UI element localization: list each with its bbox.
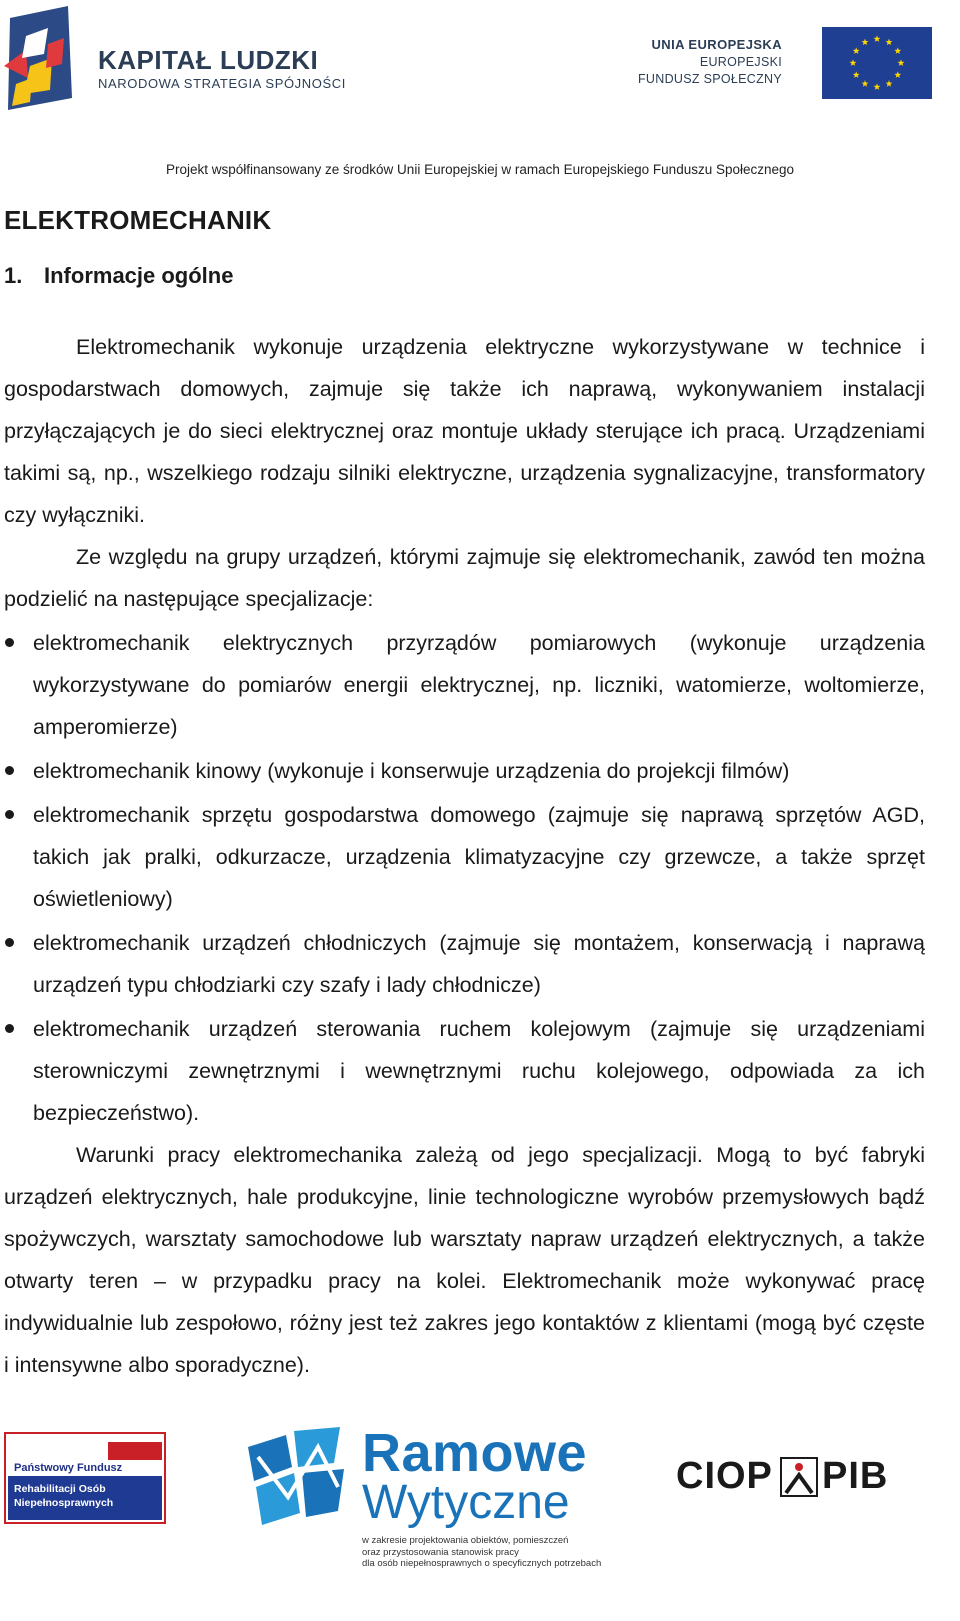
paragraph-intro: Elektromechanik wykonuje urządzenia elektryczne wykorzystywane w technice i gospodarstwach domowych, zajmuje się także ich naprawą, wykonywaniem instalacji przyłączających je do sieci elektrycznej oraz montuje układy sterujące ich pracą. Urządzeniami takimi są, np., wszelkiego rodzaju silniki elektryczne, urządzenia sygnalizacyjne, transformatory czy wyłączniki. bbox=[4, 335, 925, 527]
eu-flag-icon bbox=[822, 27, 932, 99]
page-footer bbox=[0, 1415, 960, 1621]
bullet-icon bbox=[5, 766, 14, 775]
list-item bbox=[4, 622, 925, 748]
eu-line-1: UNIA EUROPEJSKA bbox=[651, 37, 782, 52]
ramowe-wytyczne-title-2: Wytyczne bbox=[362, 1476, 570, 1529]
list-item-text: elektromechanik kinowy (wykonuje i konserwuje urządzenia do projekcji filmów) bbox=[33, 759, 790, 783]
specializations-list bbox=[4, 622, 925, 1134]
section-number: 1. bbox=[4, 263, 23, 288]
eu-line-2: EUROPEJSKI bbox=[699, 55, 782, 69]
bullet-icon bbox=[5, 938, 14, 947]
ramowe-wytyczne-subtitle bbox=[362, 1535, 601, 1570]
bullet-icon bbox=[5, 1024, 14, 1033]
pfron-line-2: Rehabilitacji Osób bbox=[14, 1483, 106, 1495]
kapital-ludzki-title: KAPITAŁ LUDZKI bbox=[98, 45, 319, 75]
list-item-text: elektromechanik urządzeń chłodniczych (zajmuje się montażem, konserwacją i naprawą urządzeń typu chłodziarki czy szafy i lady chłodnicze) bbox=[33, 931, 925, 997]
list-item-text: elektromechanik sprzętu gospodarstwa domowego (zajmuje się naprawą sprzętów AGD, takich jak pralki, odkurzacze, urządzenia klimatyzacyjne czy grzewcze, a także sprzęt oświetleniowy) bbox=[33, 803, 925, 911]
eu-line-3: FUNDUSZ SPOŁECZNY bbox=[637, 72, 782, 86]
page-header bbox=[0, 0, 960, 190]
ciop-person-icon bbox=[780, 1457, 818, 1497]
ciop-logo-text: CIOP bbox=[676, 1455, 773, 1497]
pfron-line-1: Państwowy Fundusz bbox=[14, 1462, 123, 1474]
list-item bbox=[4, 1008, 925, 1134]
list-item bbox=[4, 750, 925, 792]
paragraph-specializations-intro: Ze względu na grupy urządzeń, którymi zajmuje się elektromechanik, zawód ten można podzielić na następujące specjalizacje: bbox=[4, 545, 925, 611]
eu-logo-text bbox=[638, 36, 782, 88]
rw-sub-line-3: dla osób niepełnosprawnych o specyficznych potrzebach bbox=[362, 1558, 602, 1569]
list-item bbox=[4, 922, 925, 1006]
paragraph-working-conditions: Warunki pracy elektromechanika zależą od jego specjalizacji. Mogą to być fabryki urządzeń elektrycznych, hale produkcyjne, linie technologiczne wyrobów przemysłowych bądź spożywczych, warsztaty samochodowe lub warsztaty napraw urządzeń elektrycznych, a także otwarty teren – w przypadku pracy na kolei. Elektromechanik może wykonywać pracę indywidualnie lub zespołowo, różny jest też zakres jego kontaktów z klientami (mogą być częste i intensywne albo sporadyczne). bbox=[4, 1143, 925, 1377]
kapital-ludzki-subtitle: NARODOWA STRATEGIA SPÓJNOŚCI bbox=[98, 76, 346, 91]
kapital-ludzki-logo bbox=[2, 6, 74, 114]
ramowe-wytyczne-title-1: Ramowe bbox=[362, 1423, 588, 1483]
list-item-text: elektromechanik urządzeń sterowania ruchem kolejowym (zajmuje się urządzeniami sterowniczymi zewnętrznymi i wewnętrznymi ruchu kolejowego, odpowiada za ich bezpieczeństwo). bbox=[33, 1017, 925, 1125]
pfron-logo bbox=[4, 1432, 166, 1524]
bullet-icon bbox=[5, 638, 14, 647]
list-item-text: elektromechanik elektrycznych przyrządów pomiarowych (wykonuje urządzenia wykorzystywane do pomiarów energii elektrycznej, np. liczniki, watomierze, woltomierze, amperomierze) bbox=[33, 631, 925, 739]
bullet-icon bbox=[5, 810, 14, 819]
section-heading bbox=[4, 262, 925, 290]
document-body bbox=[4, 198, 925, 1386]
section-title: Informacje ogólne bbox=[44, 263, 234, 288]
pib-logo-text: PIB bbox=[822, 1455, 889, 1497]
cofinancing-note: Projekt współfinansowany ze środków Unii Europejskiej w ramach Europejskiego Funduszu Społecznego bbox=[165, 162, 795, 177]
pfron-line-3: Niepełnosprawnych bbox=[14, 1497, 114, 1509]
ramowe-wytyczne-emblem-icon bbox=[248, 1427, 348, 1527]
document-title: ELEKTROMECHANIK bbox=[4, 205, 272, 235]
pfron-red-bar bbox=[108, 1442, 162, 1460]
rw-sub-line-2: oraz przystosowania stanowisk pracy bbox=[362, 1546, 519, 1558]
rw-sub-line-1: w zakresie projektowania obiektów, pomieszczeń bbox=[362, 1535, 569, 1546]
list-item bbox=[4, 794, 925, 920]
